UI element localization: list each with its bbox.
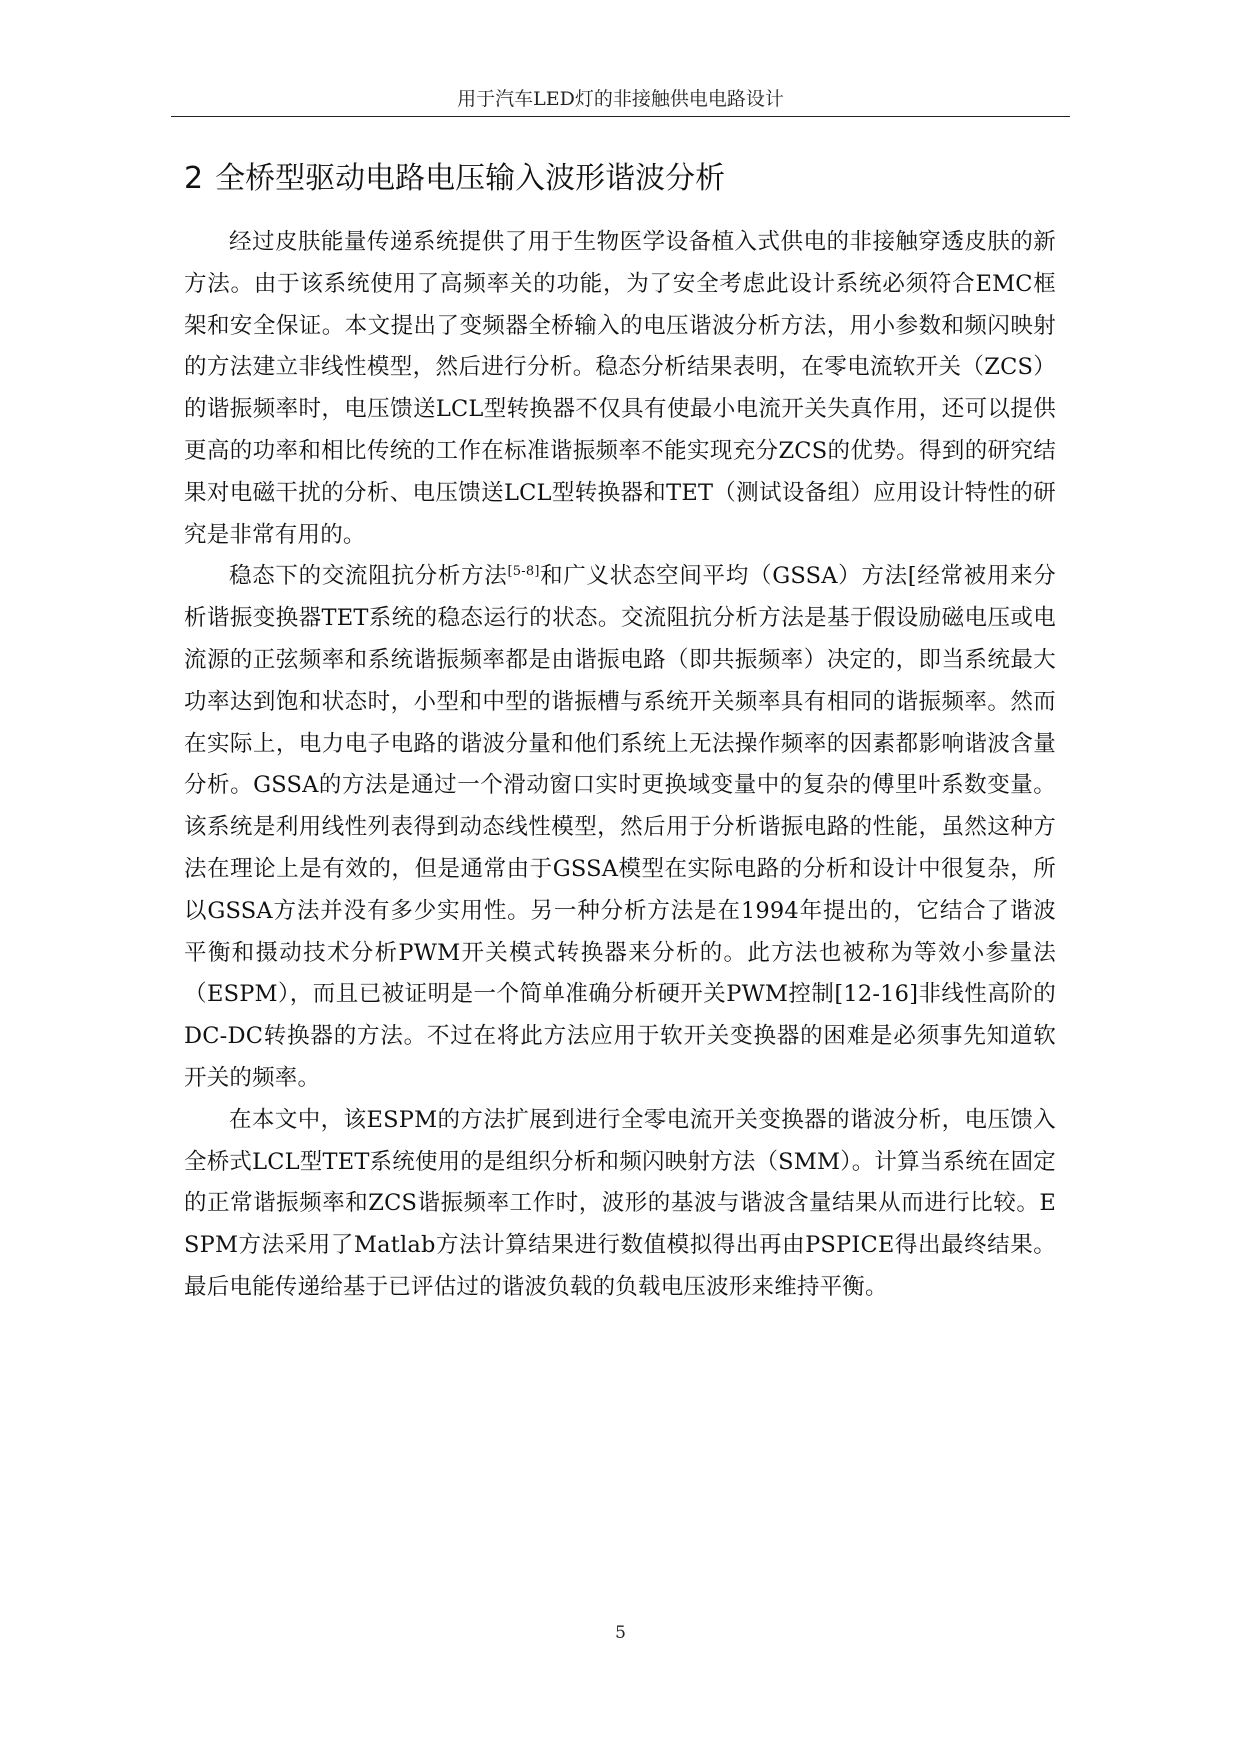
- section-heading: [184, 157, 1064, 201]
- paragraph-2-text-before-citation: 稳态下的交流阻抗分析方法: [229, 563, 508, 590]
- section-title: 全桥型驱动电路电压输入波形谐波分析: [215, 161, 726, 196]
- page-number: 5: [615, 1623, 626, 1643]
- citation-superscript: [5-8]: [507, 564, 540, 580]
- paragraph-2: [184, 556, 1056, 1099]
- paragraph-1: 经过皮肤能量传递系统提供了用于生物医学设备植入式供电的非接触穿透皮肤的新方法。由于该系统使用了高频率关的功能，为了安全考虑此设计系统必须符合EMC框架和安全保证。本文提出了变频器全桥输入的电压谐波分析方法，用小参数和频闪映射的方法建立非线性模型，然后进行分析。稳态分析结果表明，在零电流软开关（ZCS）的谐振频率时，电压馈送LCL型转换器不仅具有使最小电流开关失真作用，还可以提供更高的功率和相比传统的工作在标准谐振频率不能实现充分ZCS的优势。得到的研究结果对电磁干扰的分析、电压馈送LCL型转换器和TET（测试设备组）应用设计特性的研究是非常有用的。: [184, 229, 1056, 548]
- section-number: 2: [184, 161, 204, 196]
- header-rule: [171, 116, 1070, 117]
- body-text: [184, 222, 1056, 1309]
- running-header: 用于汽车LED灯的非接触供电电路设计: [457, 88, 784, 110]
- paragraph-2-text-after-citation: 和广义状态空间平均（GSSA）方法[经常被用来分析谐振变换器TET系统的稳态运行的状态。交流阻抗分析方法是基于假设励磁电压或电流源的正弦频率和系统谐振频率都是由谐振电路（即共振频率）决定的，即当系统最大功率达到饱和状态时，小型和中型的谐振槽与系统开关频率具有相同的谐振频率。然而在实际上，电力电子电路的谐波分量和他们系统上无法操作频率的因素都影响谐波含量分析。GSSA的方法是通过一个滑动窗口实时更换域变量中的复杂的傅里叶系数变量。该系统是利用线性列表得到动态线性模型，然后用于分析谐振电路的性能，虽然这种方法在理论上是有效的，但是通常由于GSSA模型在实际电路的分析和设计中很复杂，所以GSSA方法并没有多少实用性。另一种分析方法是在1994年提出的，它结合了谐波平衡和摄动技术分析PWM开关模式转换器来分析的。此方法也被称为等效小参量法（ESPM），而且已被证明是一个简单准确分析硬开关PWM控制[12-16]非线性高阶的DC-DC转换器的方法。不过在将此方法应用于软开关变换器的困难是必须事先知道软开关的频率。: [184, 563, 1057, 1091]
- paragraph-3: 在本文中，该ESPM的方法扩展到进行全零电流开关变换器的谐波分析，电压馈入全桥式LCL型TET系统使用的是组织分析和频闪映射方法（SMM）。计算当系统在固定的正常谐振频率和ZCS谐振频率工作时，波形的基波与谐波含量结果从而进行比较。ESPM方法采用了Matlab方法计算结果进行数值模拟得出再由PSPICE得出最终结果。最后电能传递给基于已评估过的谐波负载的负载电压波形来维持平衡。: [184, 1106, 1056, 1300]
